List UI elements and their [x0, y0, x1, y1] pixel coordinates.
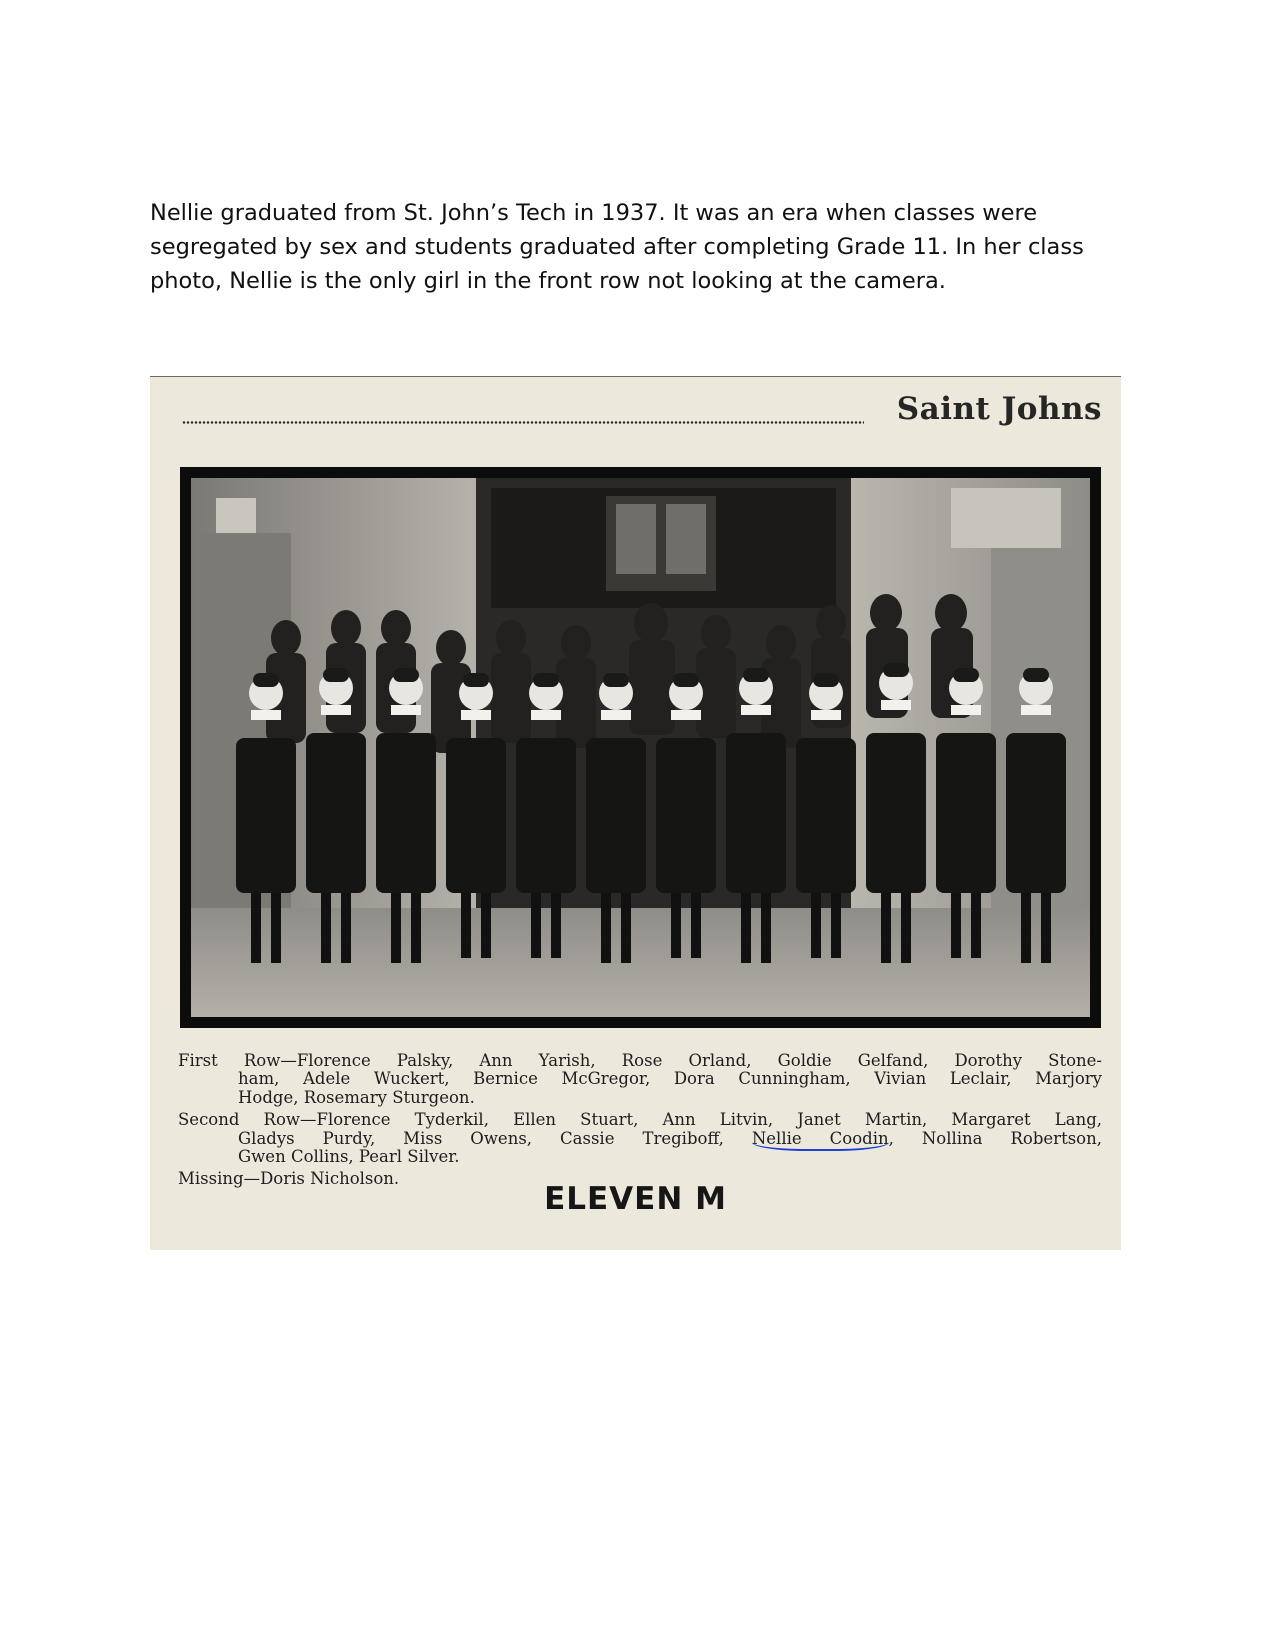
- highlighted-name: Nellie Coodin: [752, 1129, 889, 1151]
- intro-line: Nellie graduated from St. John’s Tech in 1937. It was an era when classes were: [150, 200, 1038, 226]
- intro-paragraph: [150, 196, 1110, 298]
- yearbook-title: Saint Johns: [896, 391, 1102, 427]
- caption-text: Gladys Purdy, Miss Owens, Cassie Tregiboff,: [238, 1128, 724, 1148]
- caption-line: ham, Adele Wuckert, Bernice McGregor, Dora Cunningham, Vivian Leclair, Marjory: [238, 1069, 1102, 1089]
- photo-caption: [178, 1052, 1102, 1193]
- intro-line: photo, Nellie is the only girl in the front row not looking at the camera.: [150, 268, 946, 294]
- clipping-header: [182, 391, 1102, 435]
- class-title: ELEVEN M: [544, 1181, 727, 1217]
- yearbook-clipping: [150, 376, 1121, 1250]
- caption-line: [178, 1130, 1102, 1148]
- dotted-leader: [182, 420, 864, 425]
- caption-text: , Nollina Robertson,: [888, 1128, 1102, 1148]
- intro-line: segregated by sex and students graduated after completing Grade 11. In her class: [150, 234, 1084, 260]
- caption-first-row: [178, 1052, 1102, 1107]
- class-photo: [191, 478, 1090, 1017]
- caption-second-row: [178, 1111, 1102, 1166]
- caption-line: Gwen Collins, Pearl Silver.: [238, 1147, 460, 1167]
- caption-line: Hodge, Rosemary Sturgeon.: [238, 1087, 475, 1107]
- class-photo-frame: [180, 467, 1101, 1028]
- class-photo-illustration: [191, 478, 1090, 1017]
- caption-line: Missing—Doris Nicholson.: [178, 1169, 400, 1189]
- caption-line: First Row—Florence Palsky, Ann Yarish, Rose Orland, Goldie Gelfand, Dorothy Stone-: [178, 1051, 1102, 1070]
- caption-line: Second Row—Florence Tyderkil, Ellen Stuart, Ann Litvin, Janet Martin, Margaret Lang,: [178, 1110, 1102, 1130]
